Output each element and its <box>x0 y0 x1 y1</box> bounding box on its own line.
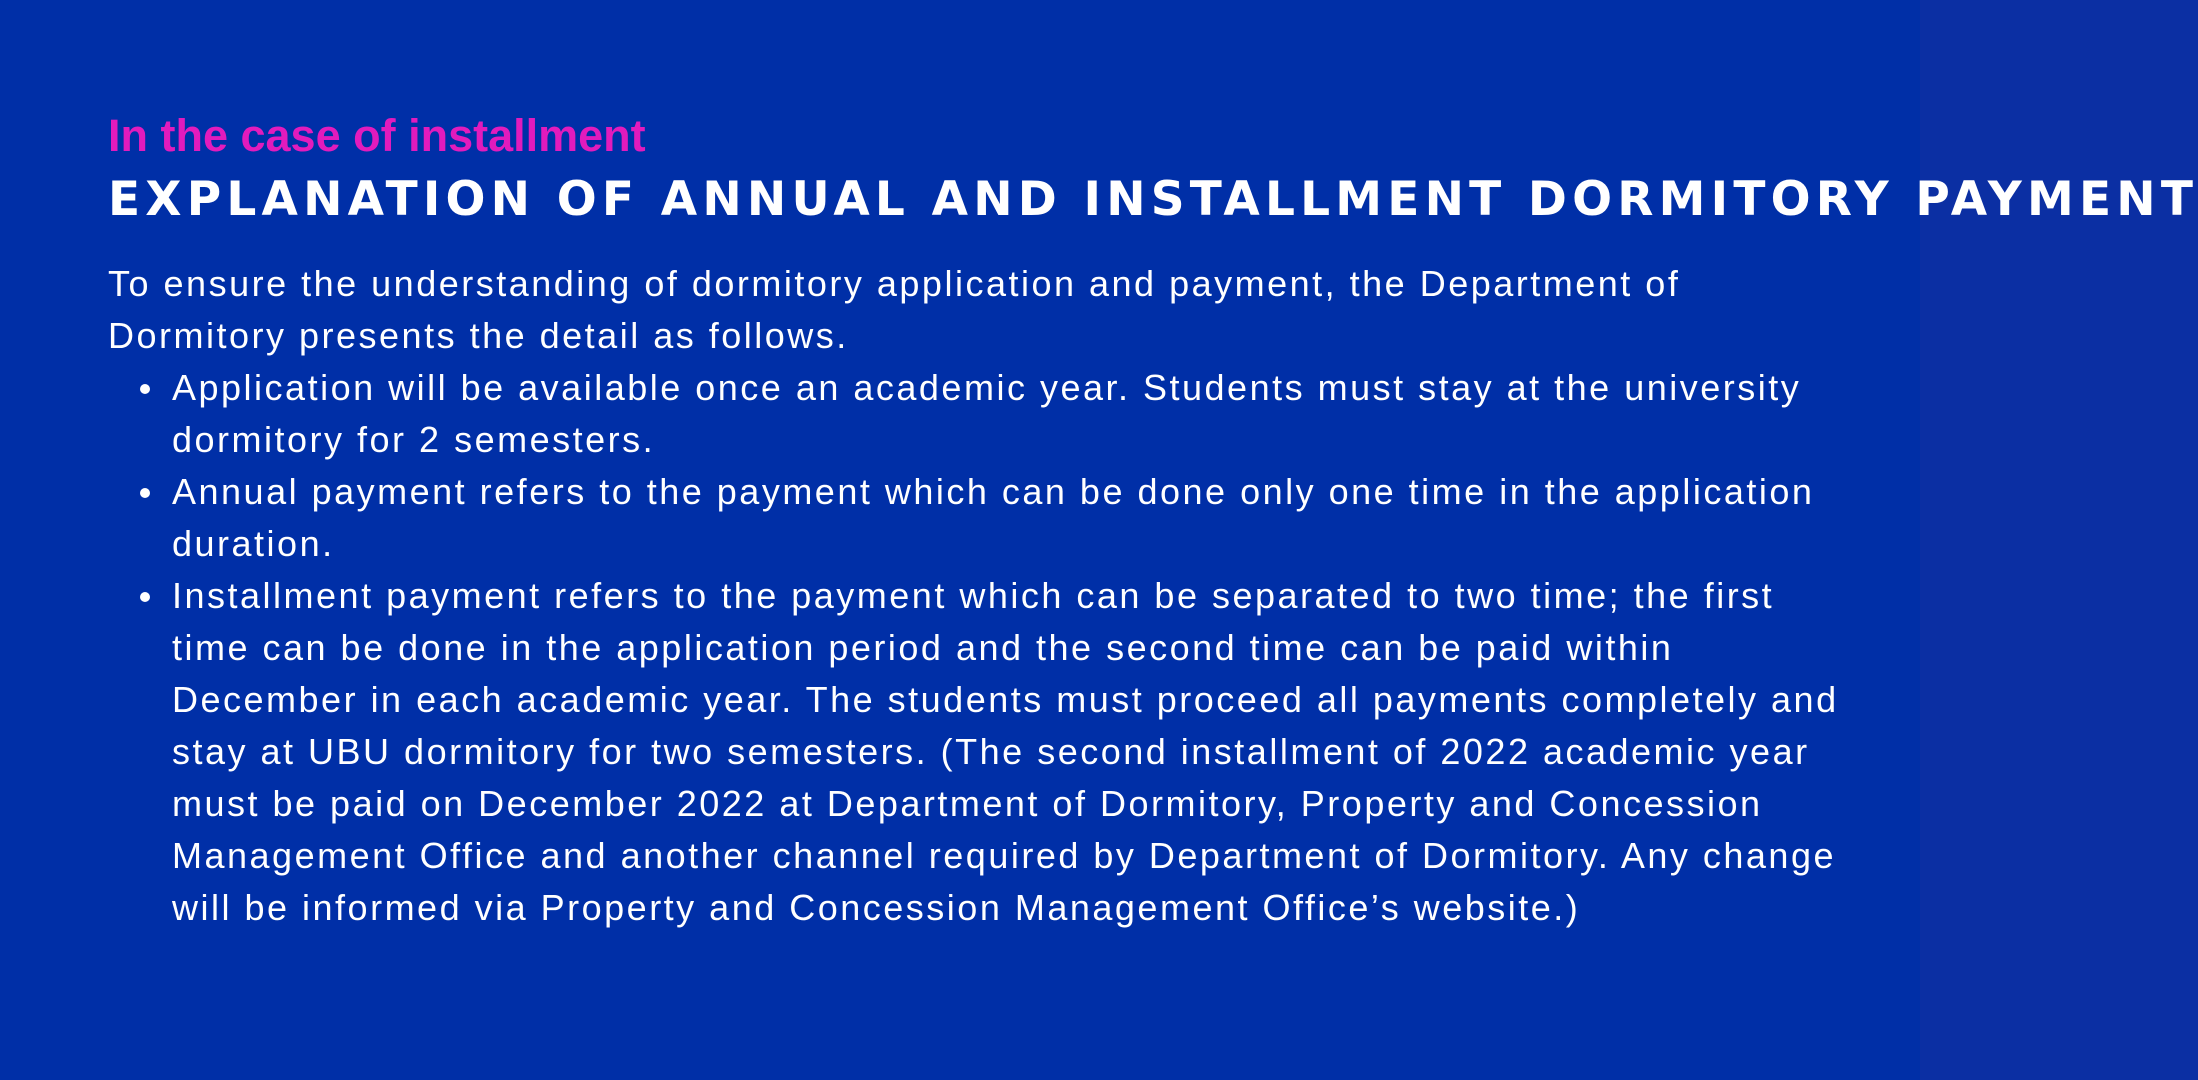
bullet-list <box>108 362 1848 934</box>
bullet-text: Application will be available once an academic year. Students must stay at the university dormitory for 2 semesters. <box>172 367 1802 460</box>
bullet-item-annual-payment <box>108 466 1848 570</box>
slide-content <box>108 108 2198 934</box>
page-title: EXPLANATION OF ANNUAL AND INSTALLMENT DORMITORY PAYMENT <box>108 172 2198 227</box>
bullet-item-installment-payment <box>108 570 1848 934</box>
bullet-dot-icon <box>140 592 150 602</box>
bullet-text: Installment payment refers to the payment which can be separated to two time; the first time can be done in the application period and the second time can be paid within December in each academic year. The students must proceed all payments completely and stay at UBU dormitory for two semesters. (The second installment of 2022 academic year must be paid on December 2022 at Department of Dormitory, Property and Concession Management Office and another channel required by Department of Dormitory. Any change will be informed via Property and Concession Management Office’s website.) <box>172 575 1839 928</box>
intro-paragraph: To ensure the understanding of dormitory application and payment, the Department of Dormitory presents the detail as follows. <box>108 263 1681 356</box>
bullet-dot-icon <box>140 384 150 394</box>
bullet-text: Annual payment refers to the payment which can be done only one time in the application duration. <box>172 471 1815 564</box>
section-kicker: In the case of installment <box>108 110 646 161</box>
bullet-item-application <box>108 362 1848 466</box>
bullet-dot-icon <box>140 488 150 498</box>
